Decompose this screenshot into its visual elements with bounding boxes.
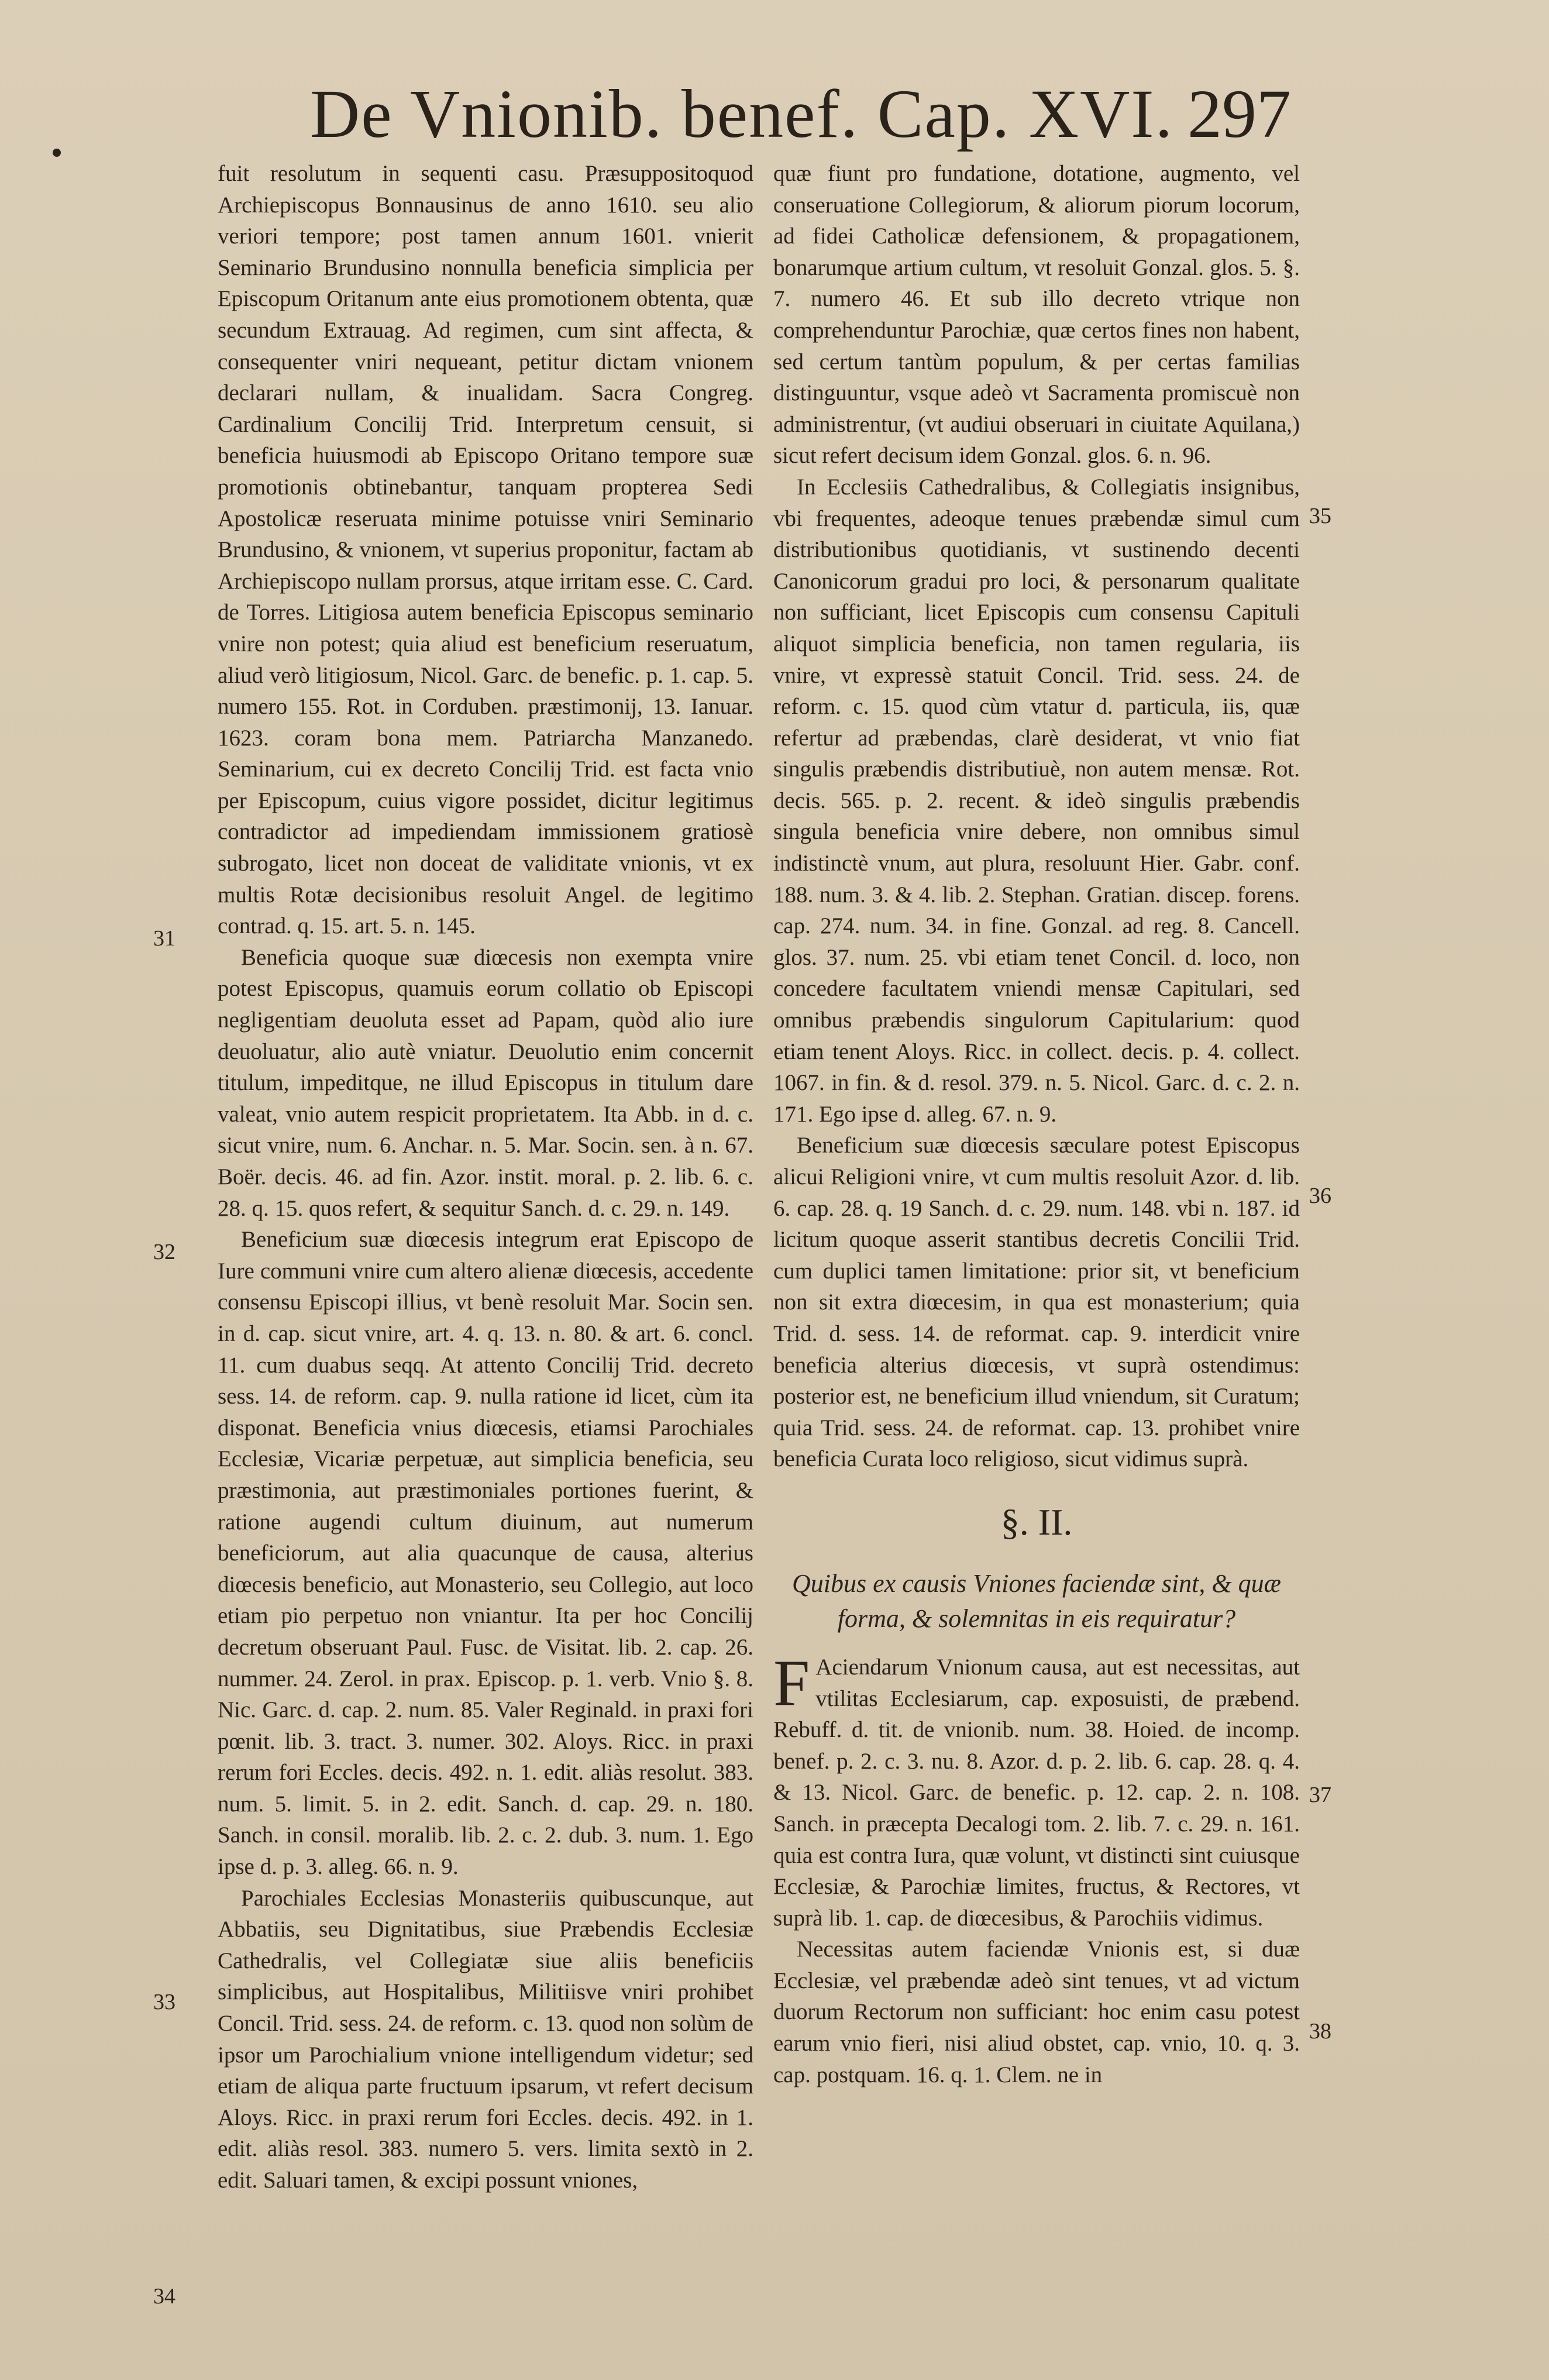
margin-number-35: 35 (1309, 504, 1331, 528)
paragraph-continued: fuit resolutum in sequenti casu. Præsuppositoquod Archiepiscopus Bonnausinus de anno 1610. seu alio veriori tempore; post tamen annum 1601. vnierit Seminario Brundusino nonnulla beneficia simplicia per Episcopum Oritanum ante eius promotionem obtenta, quæ secundum Extrauag. Ad regimen, cum sint affecta, & consequenter vniri nequeant, petitur dictam vnionem declarari nullam, & inualidam. Sacra Congreg. Cardinalium Concilij Trid. Interpretum censuit, si beneficia huiusmodi ab Episcopo Oritano tempore suæ promotionis obtinebantur, tanquam propterea Sedi Apostolicæ reseruata minime potuisse vniri Seminario Brundusino, & vnionem, vt superius proponitur, factam ab Archiepiscopo nullam prorsus, atque irritam esse. C. Card. de Torres. Litigiosa autem beneficia Episcopus seminario vnire non potest; quia aliud est beneficium reseruatum, aliud verò litigiosum, Nicol. Garc. de benefic. p. 1. cap. 5. numero 155. Rot. in Corduben. præstimonij, 13. Ianuar. 1623. coram bona mem. Patriarcha Manzanedo. Seminarium, cui ex decreto Concilij Trid. est facta vnio per Episcopum, cuius vigore possidet, dicitur legitimus contradictor ad impediendam immissionem gratiosè subrogato, licet non doceat de validitate vnionis, vt ex multis Rotæ decisionibus resoluit Angel. de legitimo contrad. q. 15. art. 5. n. 145. (218, 161, 753, 939)
margin-number-34: 34 (153, 2284, 175, 2309)
page-number: 297 (1187, 75, 1291, 152)
margin-number-36: 36 (1309, 1184, 1331, 1208)
paragraph-38: Necessitas autem faciendæ Vnionis est, si duæ Ecclesiæ, vel præbendæ adeò sint tenues, vt ad victum duorum Rectorum non sufficiant: hoc enim casu potest earum vnio fieri, nisi aliud obstet, cap. vnio, 10. q. 3. cap. postquam. 16. q. 1. Clem. ne in (773, 1937, 1300, 2087)
page-header (0, 70, 1549, 158)
paragraph-37-text: Aciendarum Vnionum causa, aut est necessitas, aut vtilitas Ecclesiarum, cap. exposuisti, de præbend. Rebuff. d. tit. de vnionib. num. 38. Hoied. de incomp. benef. p. 2. c. 3. nu. 8. Azor. d. p. 2. lib. 6. cap. 28. q. 4. & 13. Nicol. Garc. de benefic. p. 12. cap. 2. n. 108. Sanch. in præcepta Decalogi tom. 2. lib. 7. c. 29. n. 161. quia est contra Iura, quæ volunt, vt distincti sint cuiusque Ecclesiæ, & Parochiæ limites, fructus, & Rectores, vt suprà lib. 1. cap. de diœcesibus, & Parochiis vidimus. (773, 1654, 1300, 1931)
margin-number-38: 38 (1309, 2019, 1331, 2044)
paragraph-31: Beneficia quoque suæ diœcesis non exempta vnire potest Episcopus, quamuis eorum collatio ob Episcopi negligentiam deuoluta esset ad Papam, quòd alio iure deuoluatur, alio autè vniatur. Deuolutio enim concernit titulum, impeditque, ne illud Episcopus in titulum dare valeat, vnio autem respicit proprietatem. Ita Abb. in d. c. sicut vnire, num. 6. Anchar. n. 5. Mar. Socin. sen. à n. 67. Boër. decis. 46. ad fin. Azor. instit. moral. p. 2. lib. 6. c. 28. q. 15. quos refert, & sequitur Sanch. d. c. 29. n. 149. (218, 944, 753, 1221)
drop-cap: F (773, 1646, 810, 1719)
margin-number-33: 33 (153, 1990, 175, 2014)
paragraph-36: Beneficium suæ diœcesis sæculare potest Episcopus alicui Religioni vnire, vt cum multis resoluit Azor. d. lib. 6. cap. 28. q. 19 Sanch. d. c. 29. num. 148. vbi n. 187. id licitum quoque asserit stantibus decretis Concilii Trid. cum duplici tamen limitatione: prior sit, vt beneficium non sit extra diœcesim, in qua est monasterium; quia Trid. d. sess. 14. de reformat. cap. 9. interdicit vnire beneficia alterius diœcesis, vt suprà ostendimus: posterior est, ne beneficium illud vniendum, sit Curatum; quia Trid. sess. 24. de reformat. cap. 13. prohibet vnire beneficia Curata loco religioso, sicut vidimus suprà. (773, 1133, 1300, 1472)
paragraph-32: Beneficium suæ diœcesis integrum erat Episcopo de Iure communi vnire cum altero alienæ diœcesis, accedente consensu Episcopi illius, vt benè resoluit Mar. Socin sen. in d. cap. sicut vnire, art. 4. q. 13. n. 80. & art. 6. concl. 11. cum duabus seqq. At attento Concilij Trid. decreto sess. 14. de reform. cap. 9. nulla ratione id licet, cùm ita disponat. Beneficia vnius diœcesis, etiamsi Parochiales Ecclesiæ, Vicariæ perpetuæ, aut simplicia beneficia, seu præstimonia, aut præstimoniales portiones fuerint, & ratione augendi cultum diuinum, aut numerum beneficiorum, aut alia quacunque de causa, alterius diœcesis beneficio, aut Monasterio, seu Collegio, aut loco etiam pio perpetuo non vniantur. Ita per hoc Concilij decretum obseruant Paul. Fusc. de Visitat. lib. 2. cap. 26. nummer. 24. Zerol. in prax. Episcop. p. 1. verb. Vnio §. 8. Nic. Garc. d. cap. 2. num. 85. Valer Reginald. in praxi fori pœnit. lib. 3. tract. 3. numer. 302. Aloys. Ricc. in praxi rerum fori Eccles. decis. 492. n. 1. edit. aliàs resolut. 383. num. 5. limit. 5. in 2. edit. Sanch. d. cap. 29. n. 180. Sanch. in consil. moralib. lib. 2. c. 2. dub. 3. num. 1. Ego ipse d. p. 3. alleg. 66. n. 9. (218, 1227, 753, 1880)
running-title: De Vnionib. benef. Cap. XVI. (310, 75, 1174, 152)
paragraph-continued-right: quæ fiunt pro fundatione, dotatione, augmento, vel conseruatione Collegiorum, & aliorum piorum locorum, ad fidei Catholicæ defensionem, & propagationem, bonarumque artium cultum, vt resoluit Gonzal. glos. 5. §. 7. numero 46. Et sub illo decreto vtrique non comprehenduntur Parochiæ, quæ certos fines non habent, sed certum tantùm populum, & per certas familias distinguuntur, vsque adeò vt Sacramenta promiscuè non administrentur, (vt audiui obseruari in ciuitate Aquilana,) sicut refert decisum idem Gonzal. glos. 6. n. 96. (773, 161, 1300, 469)
margin-number-31: 31 (153, 926, 175, 951)
section-mark: §. II. (1000, 1501, 1073, 1543)
paragraph-33: Parochiales Ecclesias Monasteriis quibuscunque, aut Abbatiis, seu Dignitatibus, siue Præbendis Ecclesiæ Cathedralis, vel Collegiatæ siue aliis beneficiis simplicibus, aut Hospitalibus, Militiisve vniri prohibet Concil. Trid. sess. 24. de reform. c. 13. quod non solùm de ipsor um Parochialium vnione intelligendum videtur; sed etiam de aliqua parte fructuum ipsarum, vt refert decisum Aloys. Ricc. in praxi rerum fori Eccles. decis. 492. in 1. edit. aliàs resol. 383. numero 5. vers. limita sextò in 2. edit. Saluari tamen, & excipi possunt vniones, (218, 1885, 753, 2193)
paragraph-35: In Ecclesiis Cathedralibus, & Collegiatis insignibus, vbi frequentes, adeoque tenues præbendæ simul cum distributionibus quotidianis, vt sustinendo decenti Canonicorum gradui pro loci, & personarum qualitate non sufficiant, licet Episcopis cum consensu Capituli aliquot simplicia beneficia, non tamen regularia, iis vnire, vt expressè statuit Concil. Trid. sess. 24. de reform. c. 15. quod cùm vtatur d. particula, iis, quæ refertur ad præbendas, clarè desiderat, vt vnio fiat singulis præbendis distributiuè, non autem mensæ. Rot. decis. 565. p. 2. recent. & ideò singulis præbendis singula beneficia vnire debere, non omnibus simul indistinctè vnum, aut plura, resoluunt Hier. Gabr. conf. 188. num. 3. & 4. lib. 2. Stephan. Gratian. discep. forens. cap. 274. num. 34. in fine. Gonzal. ad reg. 8. Cancell. glos. 37. num. 25. vbi etiam tenet Concil. d. loco, non concedere facultatem vniendi mensæ Capitulari, sed omnibus præbendis singulorum Capitularium: quod etiam tenent Aloys. Ricc. in collect. decis. p. 4. collect. 1067. in fin. & d. resol. 379. n. 5. Nicol. Garc. d. c. 2. n. 171. Ego ipse d. alleg. 67. n. 9. (773, 474, 1300, 1127)
margin-number-32: 32 (153, 1240, 175, 1264)
right-column (773, 158, 1300, 2090)
margin-number-37: 37 (1309, 1783, 1331, 1807)
left-column (218, 158, 753, 2196)
paragraph-37 (773, 1646, 1300, 1934)
section-title: Quibus ex causis Vniones faciendæ sint, & quæ forma, & solemnitas in eis requiratur? (792, 1569, 1281, 1633)
